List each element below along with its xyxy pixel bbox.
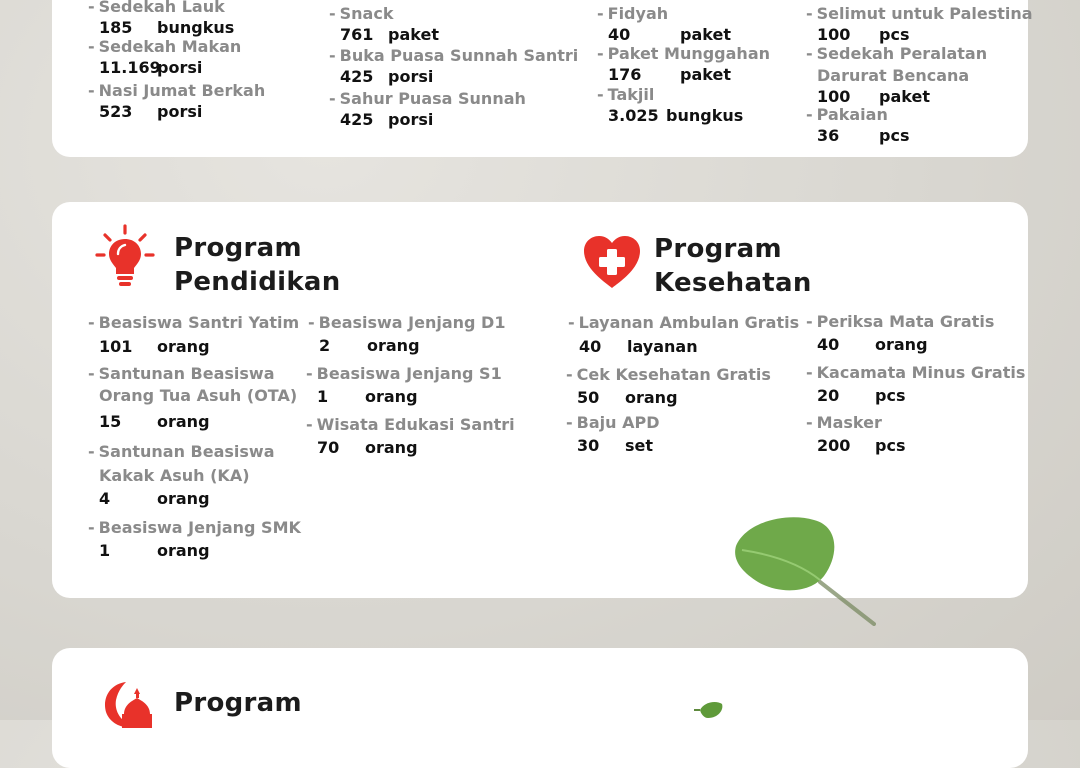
item-value: 20 — [817, 386, 840, 405]
lightbulb-icon — [94, 224, 156, 294]
item-unit: orang — [367, 336, 420, 355]
list-item: - Paket Munggahan 176 paket — [597, 44, 770, 84]
item-label: Sedekah Lauk — [98, 0, 225, 16]
list-item: - Santunan Beasiswa Orang Tua Asuh (OTA) 15 orang — [88, 364, 298, 431]
item-unit: pcs — [875, 436, 906, 455]
item-label: Sahur Puasa Sunnah — [339, 89, 526, 108]
health-title-line1: Program — [654, 234, 782, 264]
list-item: - Beasiswa Jenjang SMK 1 orang — [88, 518, 301, 560]
item-label: Beasiswa Jenjang SMK — [98, 518, 301, 537]
item-label: Wisata Edukasi Santri — [316, 415, 515, 434]
bottom-program-card — [52, 648, 1028, 768]
item-label: Nasi Jumat Berkah — [98, 81, 266, 100]
item-label: Santunan Beasiswa — [98, 364, 275, 383]
item-label: Selimut untuk Palestina — [816, 4, 1033, 23]
item-value: 185 — [99, 18, 133, 37]
item-label: Paket Munggahan — [607, 44, 770, 63]
item-value: 425 — [340, 67, 374, 86]
item-label: Kakak Asuh (KA) — [99, 466, 250, 485]
list-item: - Cek Kesehatan Gratis 50 orang — [566, 365, 771, 407]
item-unit: porsi — [157, 102, 203, 121]
list-item: - Periksa Mata Gratis 40 orang — [806, 312, 995, 354]
item-label: Cek Kesehatan Gratis — [576, 365, 771, 384]
list-item: - Wisata Edukasi Santri 70 orang — [306, 415, 515, 457]
item-label: Fidyah — [607, 4, 669, 23]
item-value: 100 — [817, 87, 851, 106]
item-label: Layanan Ambulan Gratis — [578, 313, 800, 332]
education-title — [174, 231, 341, 299]
list-item: - Kacamata Minus Gratis 20 pcs — [806, 363, 1026, 405]
list-item: - Pakaian 36 pcs — [806, 105, 910, 145]
item-value: 15 — [99, 412, 122, 431]
item-unit: pcs — [879, 126, 910, 145]
item-unit: orang — [625, 388, 678, 407]
list-item: - Layanan Ambulan Gratis 40 layanan — [568, 313, 800, 356]
item-value: 1 — [317, 387, 329, 406]
item-value: 100 — [817, 25, 851, 44]
leaf-decoration-icon — [692, 700, 726, 724]
item-label: Sedekah Makan — [98, 37, 242, 56]
item-unit: paket — [388, 25, 439, 44]
item-label: Takjil — [607, 85, 655, 104]
item-unit: pcs — [875, 386, 906, 405]
item-label: Darurat Bencana — [817, 66, 970, 85]
list-item: - Snack 761 paket — [329, 4, 439, 44]
list-item: - Sahur Puasa Sunnah 425 porsi — [329, 89, 526, 129]
item-label: Baju APD — [576, 413, 660, 432]
health-title-line2: Kesehatan — [654, 268, 812, 298]
heart-plus-icon — [582, 234, 642, 294]
item-unit: set — [625, 436, 654, 455]
item-value: 40 — [579, 337, 602, 356]
item-value: 761 — [340, 25, 374, 44]
leaf-decoration-icon — [728, 512, 878, 631]
item-unit: orang — [365, 438, 418, 457]
bottom-program-title: Program — [174, 688, 302, 718]
list-item: - Baju APD 30 set — [566, 413, 660, 455]
item-value: 1 — [99, 541, 111, 560]
item-value: 70 — [317, 438, 340, 457]
item-value: 176 — [608, 65, 642, 84]
item-value: 40 — [817, 335, 840, 354]
list-item: - Fidyah 40 paket — [597, 4, 731, 44]
list-item: - Beasiswa Santri Yatim 101 orang — [88, 313, 300, 356]
item-label: Sedekah Peralatan — [816, 44, 988, 63]
item-unit: bungkus — [157, 18, 235, 37]
item-unit: layanan — [627, 337, 698, 356]
item-unit: porsi — [388, 110, 434, 129]
item-label: Kacamata Minus Gratis — [816, 363, 1026, 382]
education-health-card — [52, 202, 1028, 598]
item-label: Buka Puasa Sunnah Santri — [339, 46, 579, 65]
list-item: - Santunan Beasiswa Kakak Asuh (KA) 4 orang — [88, 442, 275, 508]
item-value: 101 — [99, 337, 133, 356]
item-unit: pcs — [879, 25, 910, 44]
list-item: - Sedekah Peralatan Darurat Bencana 100 paket — [806, 44, 988, 106]
item-label: Orang Tua Asuh (OTA) — [99, 386, 298, 405]
item-label: Santunan Beasiswa — [98, 442, 275, 461]
list-item: - Beasiswa Jenjang D1 2 orang — [308, 313, 506, 355]
item-value: 425 — [340, 110, 374, 129]
item-value: 50 — [577, 388, 600, 407]
item-unit: porsi — [388, 67, 434, 86]
item-unit: paket — [879, 87, 930, 106]
list-item: - Sedekah Makan 11.169porsi — [88, 37, 242, 77]
item-value: 30 — [577, 436, 600, 455]
item-label: Snack — [339, 4, 394, 23]
top-program-card — [52, 0, 1033, 157]
item-value: 11.169 — [99, 58, 161, 77]
list-item: - Takjil 3.025 bungkus — [597, 85, 744, 125]
item-value: 3.025 — [608, 106, 659, 125]
mosque-crescent-icon — [100, 678, 162, 732]
item-value: 2 — [319, 336, 331, 355]
item-label: Periksa Mata Gratis — [816, 312, 995, 331]
education-title-line2: Pendidikan — [174, 267, 341, 297]
list-item: - Buka Puasa Sunnah Santri 425 porsi — [329, 46, 579, 86]
item-value: 40 — [608, 25, 631, 44]
item-unit: orang — [365, 387, 418, 406]
list-item: - Nasi Jumat Berkah 523 porsi — [88, 81, 266, 121]
item-unit: orang — [157, 337, 210, 356]
item-value: 523 — [99, 102, 133, 121]
item-label: Beasiswa Santri Yatim — [98, 313, 300, 332]
item-label: Pakaian — [816, 105, 888, 124]
item-unit: bungkus — [666, 106, 744, 125]
item-unit: paket — [680, 65, 731, 84]
item-label: Beasiswa Jenjang S1 — [316, 364, 502, 383]
item-unit: porsi — [157, 58, 203, 77]
item-unit: orang — [157, 541, 210, 560]
item-value: 36 — [817, 126, 840, 145]
item-unit: orang — [157, 412, 210, 431]
item-value: 4 — [99, 489, 111, 508]
list-item: - Sedekah Lauk 185 bungkus — [88, 0, 234, 38]
item-unit: orang — [157, 489, 210, 508]
list-item: - Selimut untuk Palestina 100 pcs — [806, 4, 1033, 44]
health-title — [654, 232, 812, 300]
item-unit: paket — [680, 25, 731, 44]
item-unit: orang — [875, 335, 928, 354]
item-label: Masker — [816, 413, 882, 432]
education-title-line1: Program — [174, 233, 302, 263]
list-item: - Beasiswa Jenjang S1 1 orang — [306, 364, 502, 406]
list-item: - Masker 200 pcs — [806, 413, 906, 455]
item-value: 200 — [817, 436, 851, 455]
item-label: Beasiswa Jenjang D1 — [318, 313, 506, 332]
